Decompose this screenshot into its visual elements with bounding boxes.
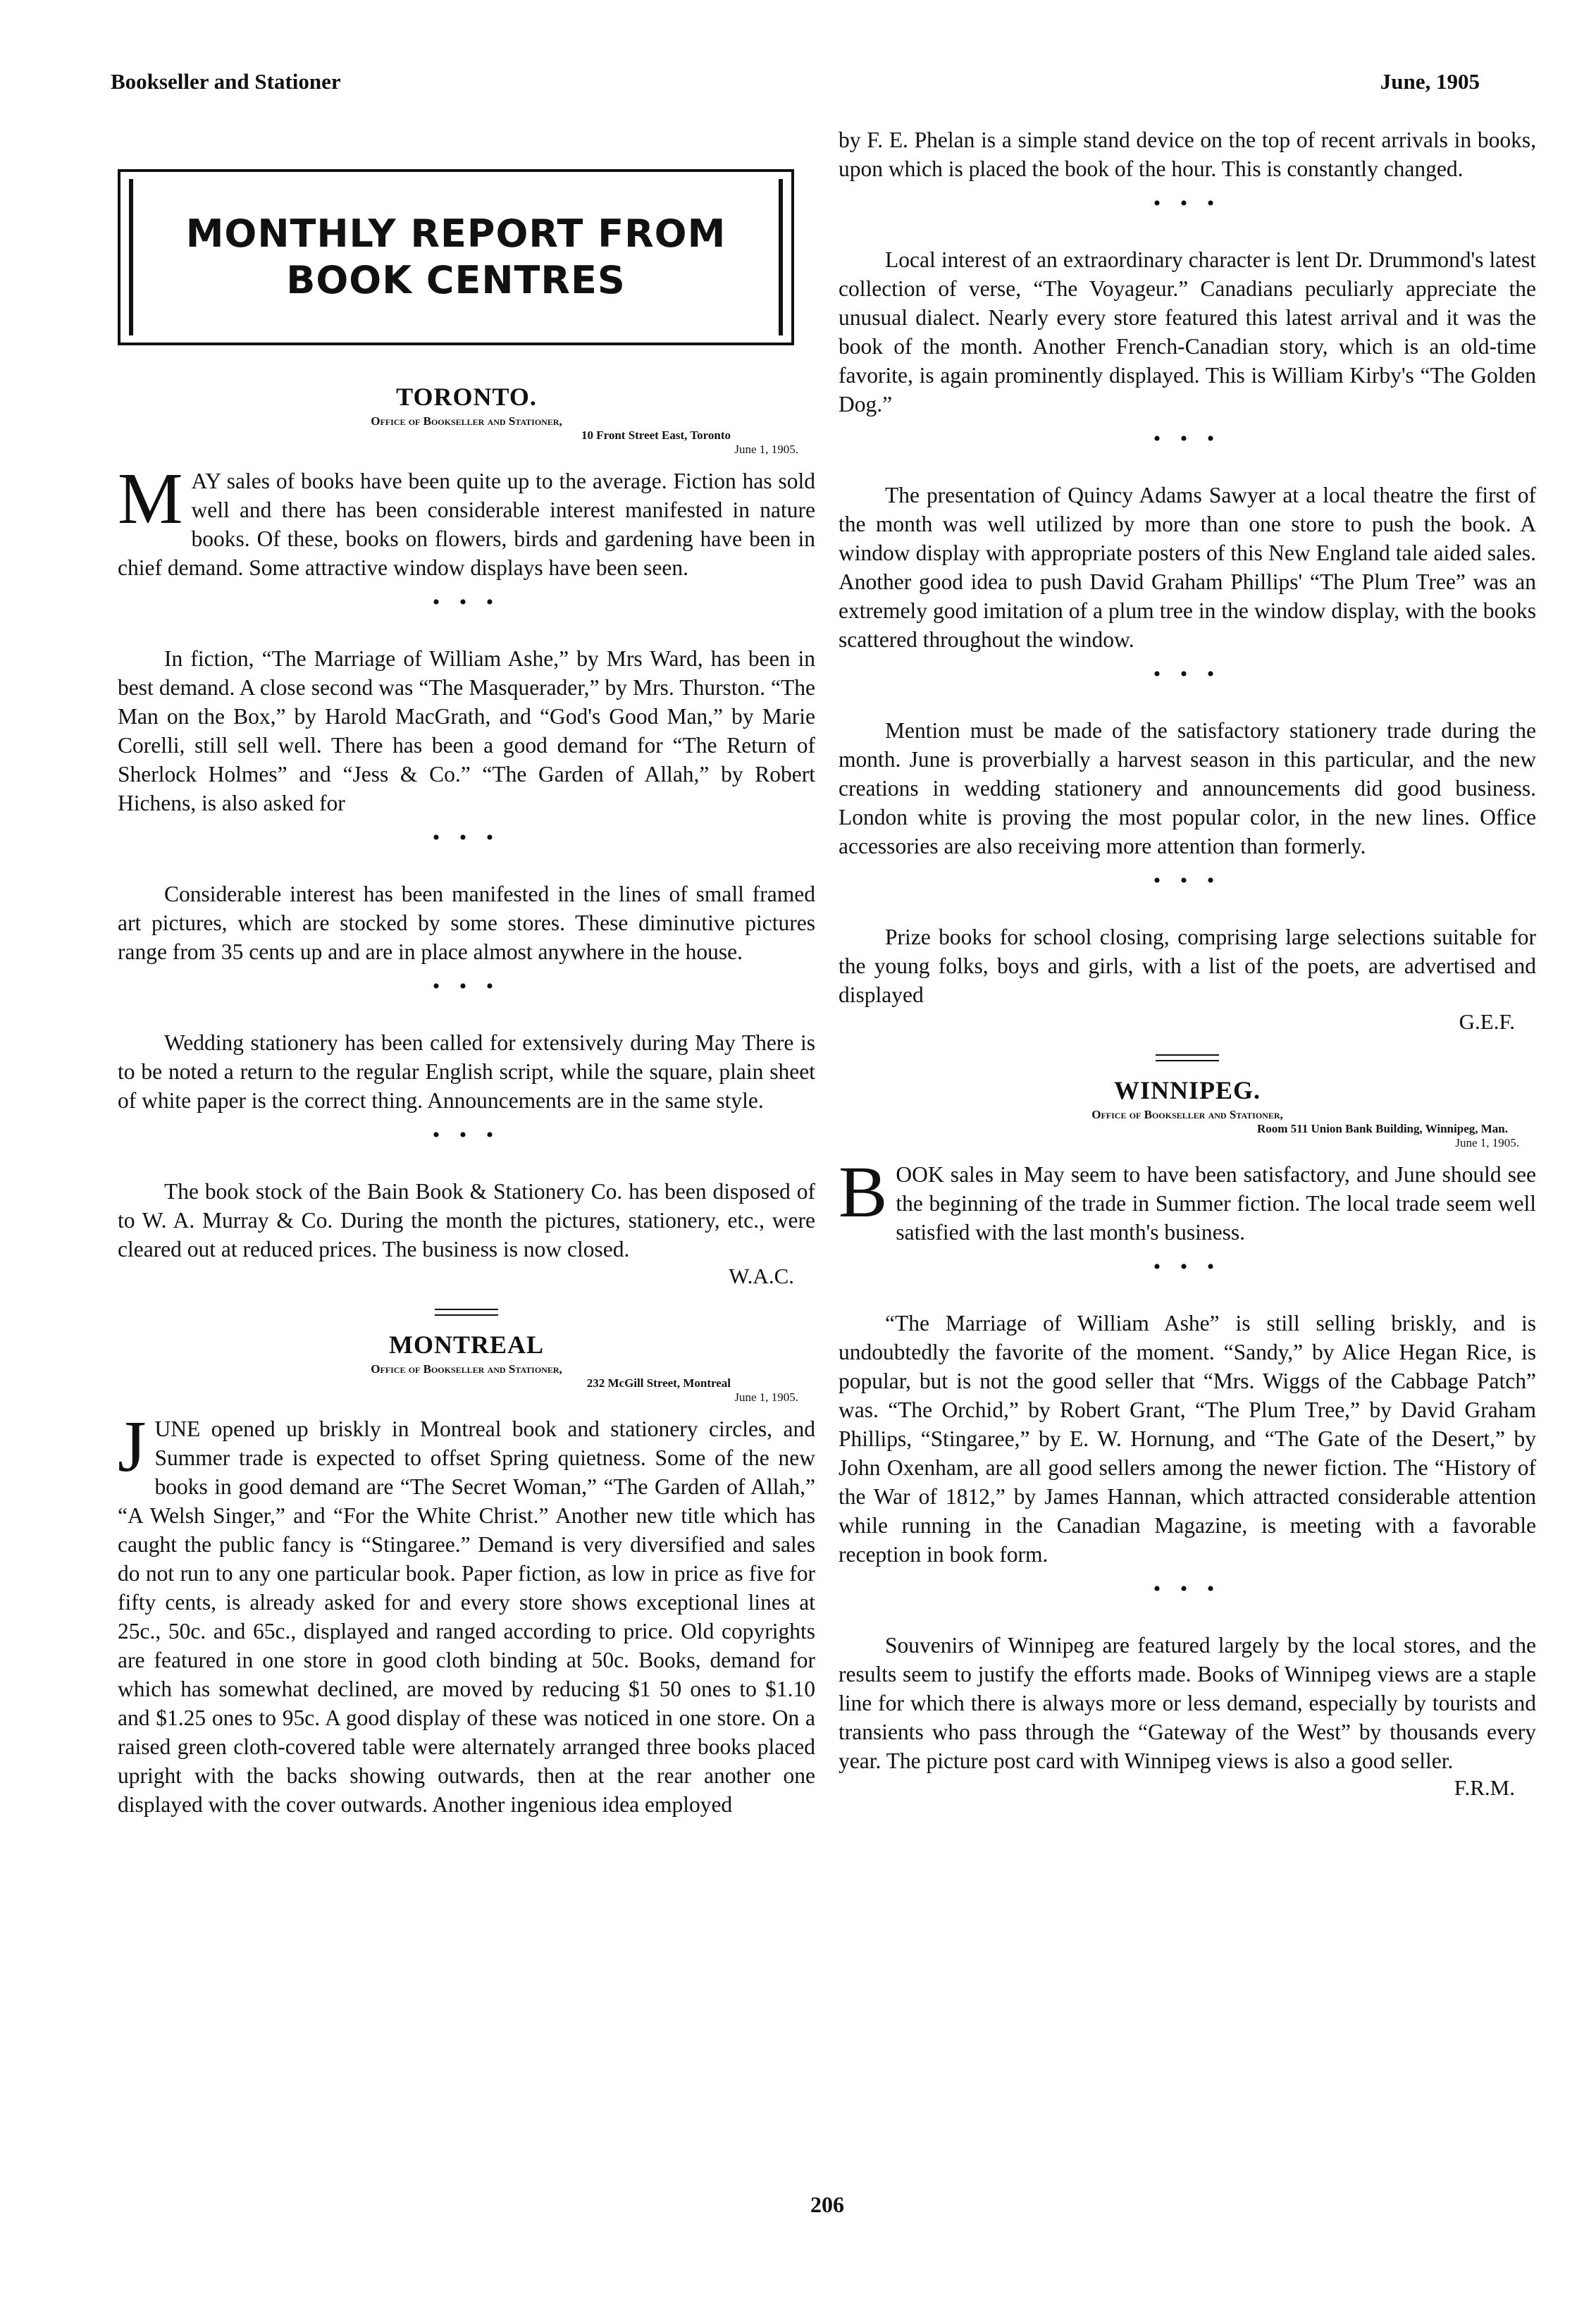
section-separator: • • • bbox=[432, 591, 501, 614]
winnipeg-address: Room 511 Union Bank Building, Winnipeg, Man. bbox=[1256, 1122, 1508, 1135]
montreal-paragraph-2: Local interest of an extraordinary character is lent Dr. Drummond's latest collection of verse, “The Voyageur.” Canadians peculiarly appreciate the unusual dialect. Nearly every store featured this latest arrival and it was the book of the month. Another French-Canadian story, which is an old-time favorite, is again prominently displayed. This is William Kirby's “The Golden Dog.” bbox=[839, 247, 1536, 417]
toronto-paragraph-3: Considerable interest has been manifested in the lines of small framed art pictures, which are stocked by some stores. These diminutive pictures range from 35 cents up and are in place almost anywhere in the house. bbox=[118, 882, 815, 964]
montreal-paragraph-4: Mention must be made of the satisfactory stationery trade during the month. June is proverbially a harvest season in this particular, and the new creations in wedding stationery and announcements did good business. London white is proving the most popular color, in the new lines. Office accessories are also receiving more attention than formerly. bbox=[839, 718, 1536, 858]
winnipeg-date: June 1, 1905. bbox=[1455, 1136, 1519, 1149]
section-rule bbox=[1156, 1054, 1219, 1061]
section-separator: • • • bbox=[432, 1123, 501, 1147]
section-separator: • • • bbox=[1153, 662, 1222, 686]
page-number: 206 bbox=[810, 2192, 844, 2217]
left-column bbox=[118, 169, 815, 1819]
toronto-paragraph-2: In fiction, “The Marriage of William Ashe,” by Mrs Ward, has been in best demand. A close second was “The Masquerader,” by Mrs. Thurston. “The Man on the Box,” by Harold MacGrath, and “God's Good Man,” by Marie Corelli, still sell well. There has been a good demand for “The Return of Sherlock Holmes” and “Jess & Co.” “The Garden of Allah,” by Robert Hichens, is also asked for bbox=[118, 646, 815, 815]
toronto-heading: TORONTO. bbox=[396, 383, 537, 411]
section-separator: • • • bbox=[1153, 1577, 1222, 1600]
section-separator: • • • bbox=[1153, 192, 1222, 215]
drop-cap: J bbox=[118, 1406, 147, 1487]
montreal-paragraph-1-continued: by F. E. Phelan is a simple stand device on the top of recent arrivals in books, upon which is placed the book of the hour. This is constantly changed. bbox=[839, 128, 1536, 181]
toronto-paragraph-1: MAY sales of books have been quite up to the average. Fiction has sold well and there has been considerable interest manifested in nature books. Of these, books on flowers, birds and gardening have been in chief demand. Some attractive window displays have been seen. bbox=[118, 458, 815, 580]
page-title bbox=[186, 211, 726, 304]
section-separator: • • • bbox=[432, 975, 501, 998]
section-separator: • • • bbox=[1153, 869, 1222, 892]
toronto-paragraph-5: The book stock of the Bain Book & Stationery Co. has been disposed of to W. A. Murray & Co. During the month the pictures, stationery, etc., were cleared out at reduced prices. The business is now closed. bbox=[118, 1179, 815, 1261]
toronto-date: June 1, 1905. bbox=[734, 443, 798, 456]
section-separator: • • • bbox=[1153, 427, 1222, 450]
montreal-office: Office of Bookseller and Stationer, bbox=[371, 1362, 562, 1376]
montreal-paragraph-5: Prize books for school closing, comprising large selections suitable for the young folks, boys and girls, with a list of the poets, are advertised and displayed bbox=[839, 925, 1536, 1007]
montreal-paragraph-1: JUNE opened up briskly in Montreal book and stationery circles, and Summer trade is expected to offset Spring quietness. Some of the new books in good demand are “The Secret Woman,” “The Garden of Allah,” “A Welsh Singer,” and “For the White Christ.” Another new title which has caught the public fancy is “Stingaree.” Demand is very diversified and sales do not run to any one particular book. Paper fiction, as low in price as five for fifty cents, is already asked for and every store shows exceptional lines at 25c., 50c. and 65c., displayed and ranged according to price. Old copyrights are featured in one store in good cloth binding at 50c. Books, demand for which has somewhat declined, are moved by reducing $1 50 ones to $1.10 and $1.25 ones to 95c. A good display of these was noticed in one store. On a raised green cloth-covered table were alternately arranged three books placed upright with the backs showing outwards, then at the rear another one displayed with the cover outwards. Another ingenious idea employed bbox=[118, 1406, 815, 1817]
montreal-signature: G.E.F. bbox=[1459, 1009, 1515, 1034]
right-column bbox=[839, 125, 1536, 1801]
winnipeg-paragraph-1: BOOK sales in May seem to have been satisfactory, and June should see the beginning of the trade in Summer fiction. The local trade seem well satisfied with the last month's business. bbox=[839, 1152, 1536, 1245]
title-box bbox=[118, 169, 794, 345]
winnipeg-heading: WINNIPEG. bbox=[1113, 1076, 1261, 1104]
montreal-paragraph-3: The presentation of Quincy Adams Sawyer at a local theatre the first of the month was well utilized by more than one store to push the book. A window display with appropriate posters of this New England tale aided sales. Another good idea to push David Graham Phillips' “The Plum Tree” was an extremely good imitation of a plum tree in the window display, with the books scattered throughout the window. bbox=[839, 483, 1536, 652]
montreal-address: 232 McGill Street, Montreal bbox=[586, 1376, 731, 1390]
drop-cap: M bbox=[118, 458, 183, 539]
section-rule bbox=[435, 1309, 498, 1316]
toronto-office: Office of Bookseller and Stationer, bbox=[371, 414, 562, 428]
toronto-signature: W.A.C. bbox=[729, 1264, 794, 1288]
drop-cap: B bbox=[839, 1152, 888, 1233]
toronto-paragraph-4: Wedding stationery has been called for extensively during May There is to be noted a return to the regular English script, while the square, plain sheet of white paper is the correct thing. Announcements are in the same style. bbox=[118, 1030, 815, 1113]
title-line-2: BOOK CENTRES bbox=[286, 258, 626, 302]
winnipeg-office: Office of Bookseller and Stationer, bbox=[1091, 1108, 1283, 1121]
montreal-date: June 1, 1905. bbox=[734, 1390, 798, 1404]
section-separator: • • • bbox=[432, 826, 501, 849]
section-separator: • • • bbox=[1153, 1255, 1222, 1278]
running-header-publication: Bookseller and Stationer bbox=[111, 69, 341, 94]
running-header-date: June, 1905 bbox=[1380, 69, 1480, 94]
title-line-1: MONTHLY REPORT FROM bbox=[185, 211, 726, 256]
toronto-address: 10 Front Street East, Toronto bbox=[581, 428, 731, 442]
winnipeg-signature: F.R.M. bbox=[1454, 1775, 1515, 1800]
montreal-heading: MONTREAL bbox=[388, 1331, 544, 1359]
winnipeg-paragraph-3: Souvenirs of Winnipeg are featured largely by the local stores, and the results seem to justify the efforts made. Books of Winnipeg views are a staple line for which there is always more or less demand, especially by tourists and transients who pass through the “Gateway of the West” by thousands every year. The picture post card with Winnipeg views is also a good seller. bbox=[839, 1633, 1536, 1773]
winnipeg-paragraph-2: “The Marriage of William Ashe” is still selling briskly, and is undoubtedly the favorite of the moment. “Sandy,” by Alice Hegan Rice, is popular, but is not the good seller that “Mrs. Wiggs of the Cabbage Patch” was. “The Orchid,” by Robert Grant, “The Plum Tree,” by David Graham Phillips, “Stingaree,” by E. W. Hornung, and “The Gate of the Desert,” by John Oxenham, are all good sellers among the newer fiction. The “History of the War of 1812,” by James Hannan, which attracted considerable attention while running in the Canadian Magazine, is meeting with a favorable reception in book form. bbox=[839, 1311, 1536, 1567]
